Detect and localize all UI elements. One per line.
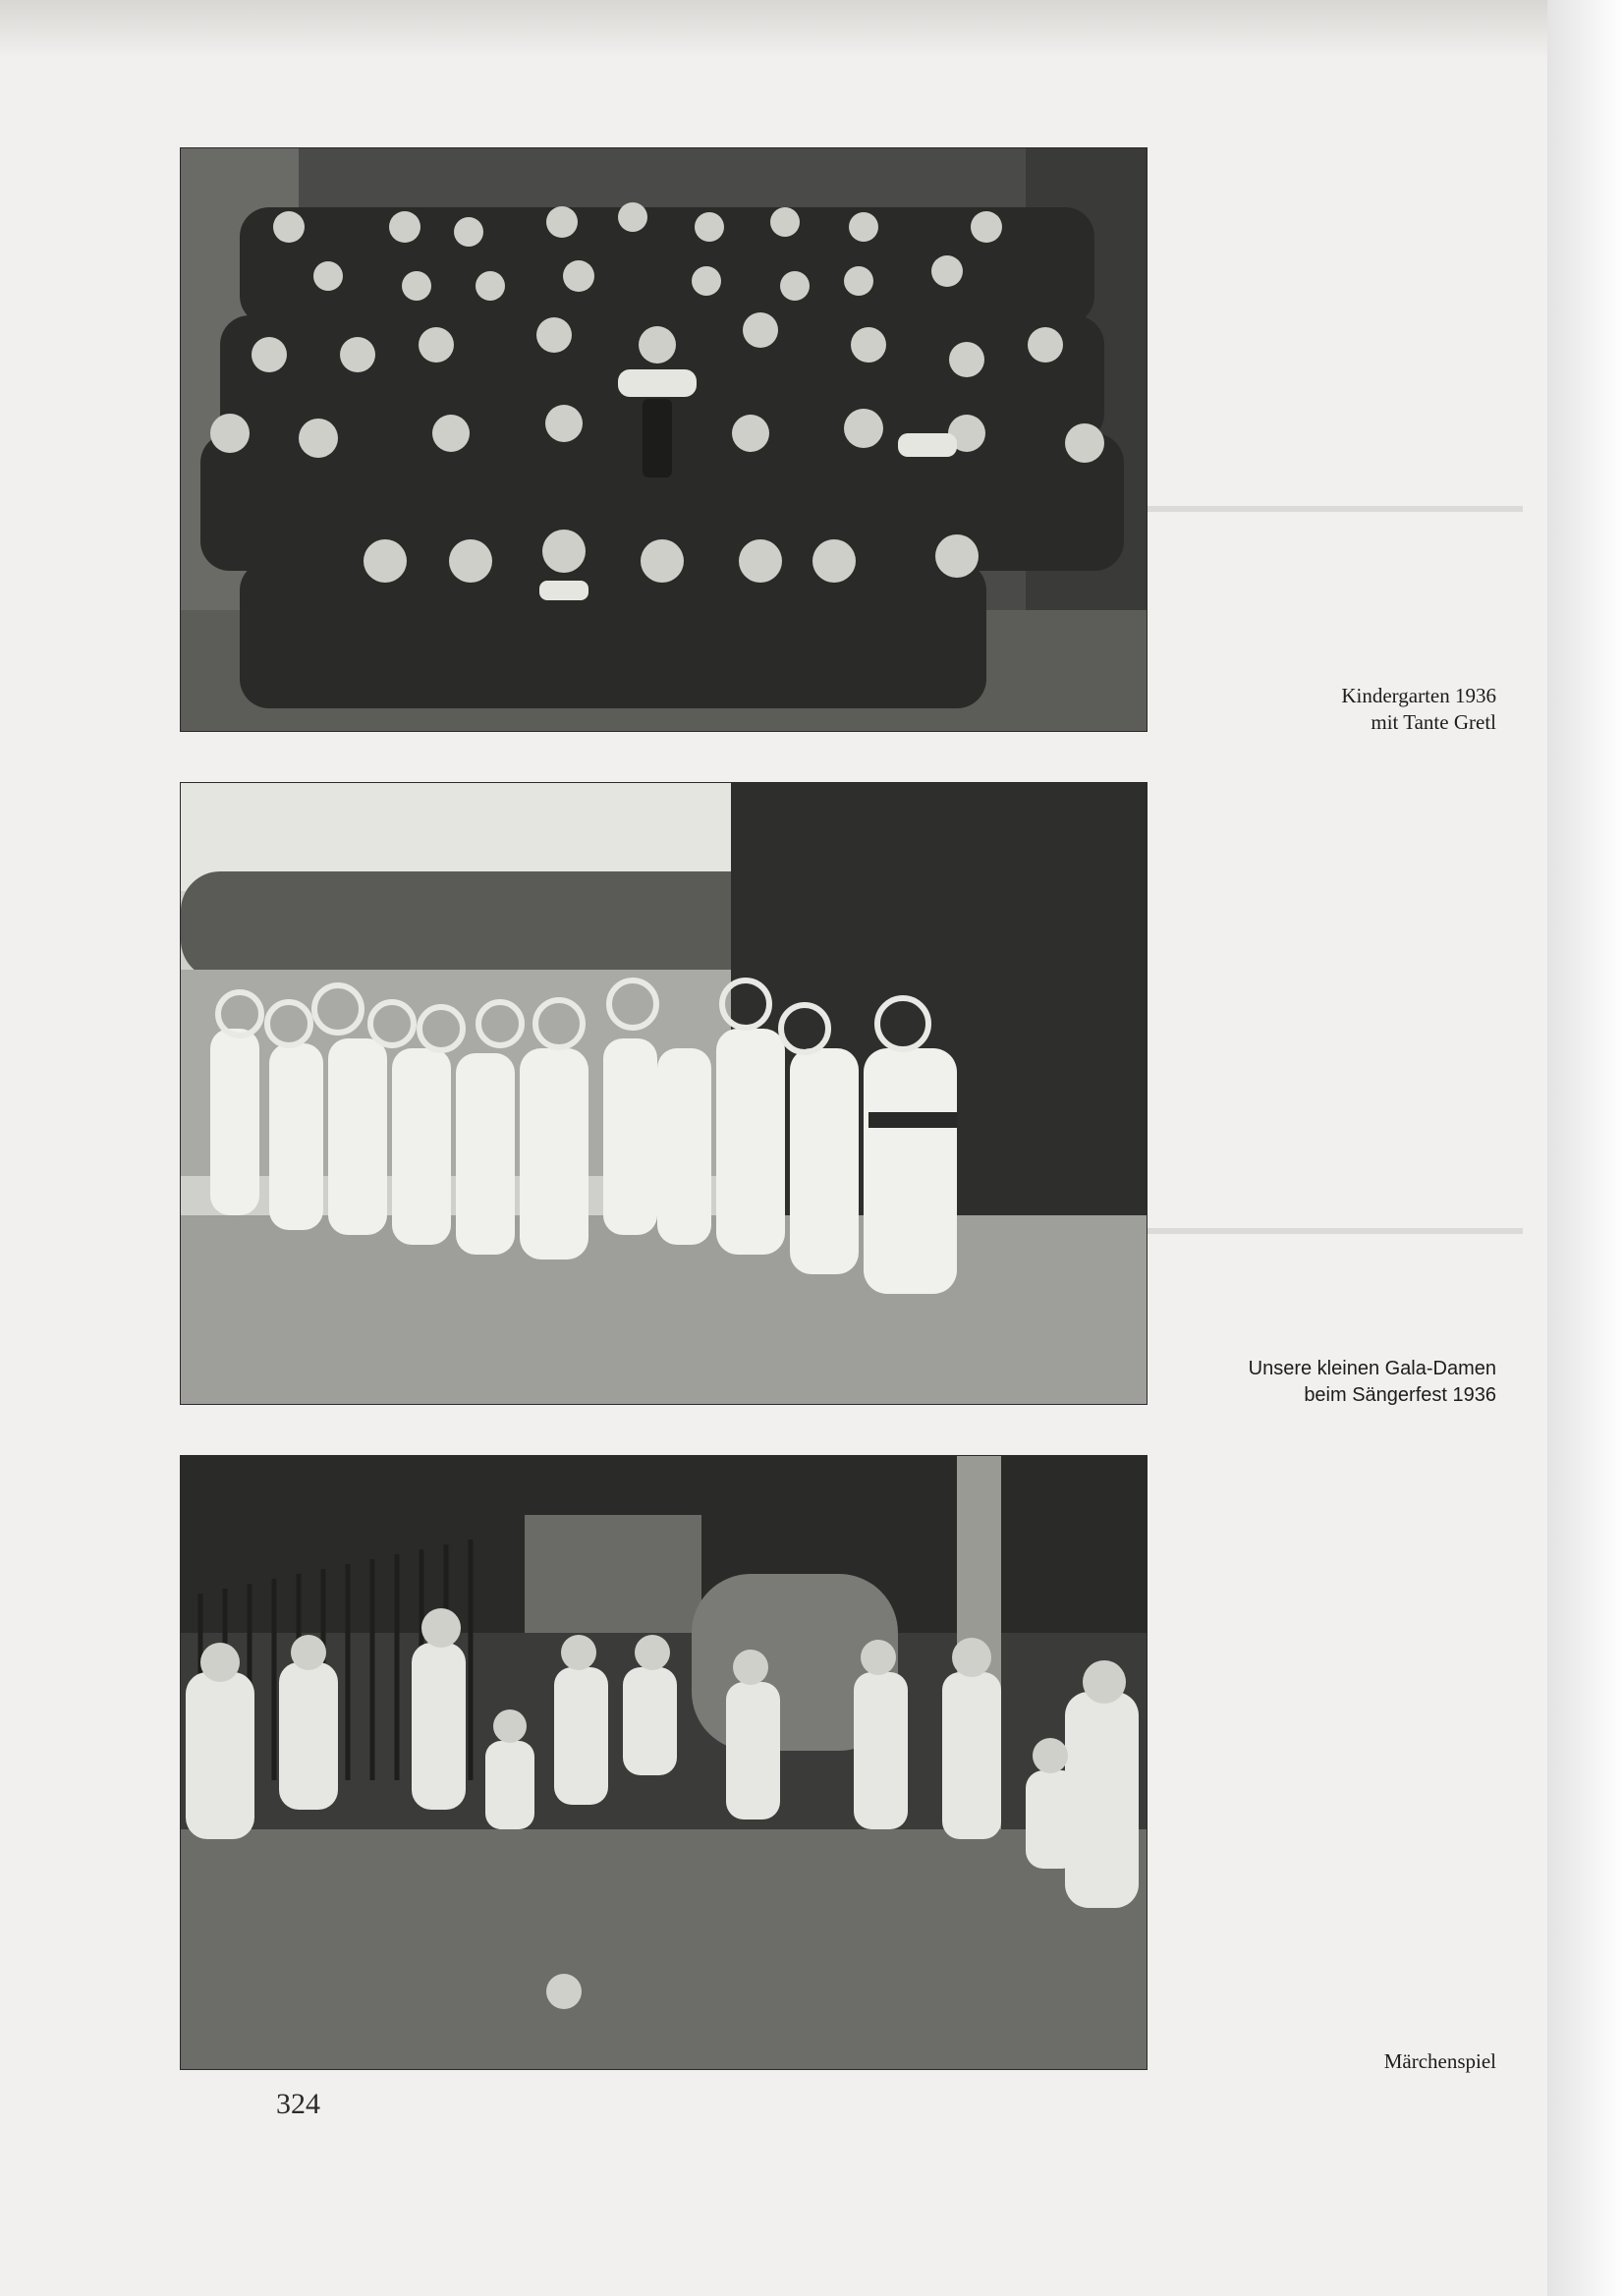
text-bleed-through bbox=[1130, 506, 1523, 512]
maerchenspiel-photo bbox=[181, 1456, 1147, 2069]
kindergarten-photo bbox=[181, 148, 1147, 731]
kindergarten-caption bbox=[1218, 683, 1496, 736]
gala-damen-caption bbox=[1159, 1356, 1496, 1409]
gala-damen-photo bbox=[181, 783, 1147, 1404]
text-bleed-through bbox=[1130, 1228, 1523, 1234]
maerchenspiel-caption bbox=[1258, 2048, 1496, 2075]
caption-line: beim Sängerfest 1936 bbox=[1304, 1384, 1496, 1406]
caption-line: Kindergarten 1936 bbox=[1341, 684, 1496, 707]
page-number: 324 bbox=[276, 2088, 320, 2120]
page-edge-shadow bbox=[1547, 0, 1624, 2296]
caption-line: Unsere kleinen Gala-Damen bbox=[1248, 1358, 1496, 1379]
caption-line: Märchenspiel bbox=[1383, 2049, 1496, 2073]
caption-line: mit Tante Gretl bbox=[1371, 710, 1496, 734]
